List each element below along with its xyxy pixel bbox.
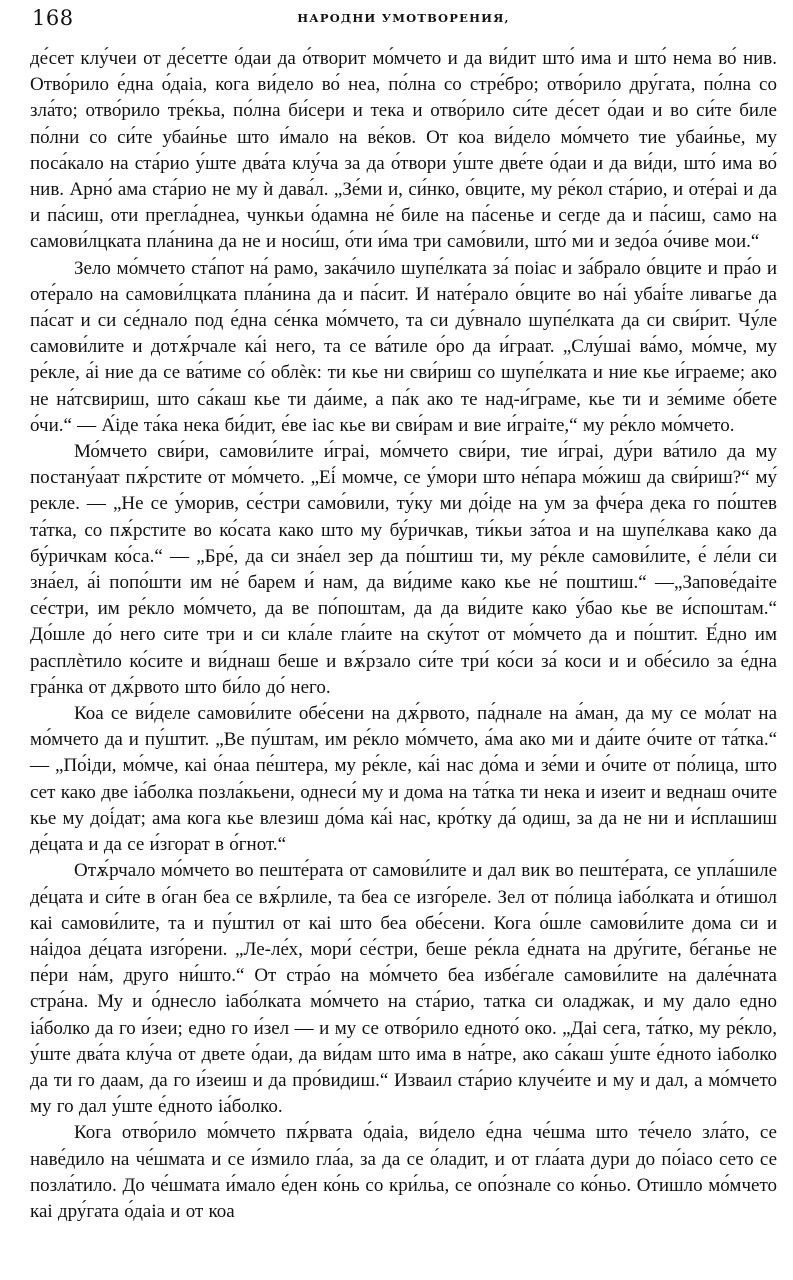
paragraph: Мо́мчето сви́ри, самови́лите и́граі, мо́мчето сви́ри, тие и́граі, ду́ри ва́тило да му постану́аат пѫ́рстите от мо́мчето. „Еі́ момче, се у́мори што не́пара мо́жиш да сви́риш?“ му́ рекле. — „Не се у́морив, се́стри само́вили, ту́ку ми до́іде на ум за фче́ра дека го по́штев та́тка, со пѫ́рстите во ко́сата како што му бу́ричкав, ти́кьи за́тоа и на шупе́лкава како да бу́ричкам ко́са.“ — „Бре́, да си зна́ел зер да по́штиш ти, му ре́кле самови́лите, е́ ле́ли си зна́ел, а́і попо́шти им не́ барем и́ нам, да ви́диме како кье не́ поштиш.“ —„Запове́даіте се́стри, им ре́кло мо́мчето, да ве по́поштам, да да ви́дите како у́бао кье ве и́спoштам.“ До́шле до́ него сите три и си кла́ле гла́ите на ску́тот от мо́мчето да и по́штит. Е́дно им расплѐтило ко́сите и ви́днаш беше и вѫ́рзало си́те три́ ко́си за́ коси и и обе́сило за е́дна гра́нка от дѫ́рвото што би́ло до́ него. [30,441,777,698]
paragraph: Коа се ви́деле самови́лите обе́сени на дѫ́рвото, па́днале на а́ман, да му се мо́лат на мо́мчето да и пу́штит. „Ве пу́штам, им ре́кло мо́мчето, а́ма ако ми и да́ите о́чите от та́тка.“ — „По́іди, мо́мче, каі о́наа пе́штера, му ре́кле, ка́і нас до́ма и зе́ми и о́чите от по́лица, што сет како две іа́болка позла́кьени, однеси́ му и дома на та́тка ти нека и изеит и веднаш очите кье му доі́дат; ама кога кье влезиш до́ма ка́і нас, кро́тку да́ одиш, за да не ни и и́сплашиш де́цата и да се и́згорат в о́гнот.“ [30,703,777,856]
paragraph: Кога отво́рило мо́мчето пѫ́рвата о́даіа, ви́дело е́дна че́шма што те́чело зла́то, се наве́дило на че́шмата и се и́змило гла́а, за да се о́ладит, и от гла́ата дури до по́іасо сето се позла́тило. До че́шмата и́мало е́ден ко́нь со кри́льа, се опо́знале со ко́ньо. Отишло мо́мчето каі дру́гата о́даіа и от коа [30,1122,777,1222]
page-number: 168 [32,6,74,30]
paragraph: де́сет клу́чеи от де́сетте о́даи да о́творит мо́мчето и да ви́дит што́ има и што́ нема во́ нив. Отво́рило е́дна о́даіа, кога ви́дело во́ неа, по́лна со стре́бро; отво́рило дру́гата, по́лна со зла́то; отво́рило тре́кьа, по́лна би́сери и тека и отво́рило си́те де́сет о́даи и во си́те биле по́лни со си́те убаи́нье што и́мало на ве́ков. От коа ви́дело мо́мчето тие убаи́нье, му поса́кало на ста́рио у́ште два́та клу́ча за да о́твори у́ште две́те о́даи и да ви́ди, што́ има во́ нив. Арно́ ама ста́рио не му ѝ дава́л. „Зе́ми и, си́нко, о́вците, му ре́кол ста́рио, и оте́раі и да и па́сиш, оти прегла́днеа, чункьи о́дамна не́ биле на па́сенье и сегде да и па́сиш, само на самови́лцката пла́нина да не и носи́ш, о́ти и́ма три само́вили, што́ ми и зедо́а о́чиве мои.“ [30,48,777,253]
page-header [30,0,777,38]
paragraph: Зело мо́мчето ста́пот на́ рамо, зака́чило шупе́лката за́ поіас и за́брало о́вците и пра́о и оте́рало на самови́лцката пла́нина да и па́сит. И нате́рало о́вците во на́і убаі́те ливагье да па́сат и си се́днало под е́дна се́нка мо́мчето, та си ду́внало шупе́лката да си сви́рит. Чу́ле самови́лите и дотѫ́рчале ка́і него, та се ва́тиле о́ро да и́граат. „Слу́шаі ва́мо, мо́мче, му ре́кле, а́і ние да се ва́тиме со́ облѐк: ти кье ни сви́риш со шупе́лката и ние кье и́граеме; ако не на́тсвириш, што са́каш кье ти да́име, а па́к ако те над-и́грaме, кье ти и зе́миме о́бете о́чи.“ — А́іде та́ка нека би́дит, е́ве іас кье ви сви́рам и вие и́граіте,“ му ре́кло мо́мчето. [30,257,777,436]
paragraph: Отѫ́рчало мо́мчето во пеште́рата от самови́лите и дал вик во пеште́рата, се упла́шиле де́цата и си́те в о́ган беа се вѫ́рлиле, та беа се изго́реле. Зел от по́лица іабо́лката и о́тишол каі самови́лите, та и пу́штил от каі што беа обе́сени. Кога о́шле самови́лите дома си и на́ідоа де́цата изго́рени. „Ле-ле́х, мори́ се́стри, беше ре́кла е́дната на дру́гите, бе́ганье не пе́ри на́м, друго ни́што.“ От стра́о на мо́мчето беа избе́гале самови́лите на дале́чната стра́на. Му и о́днесло іабо́лката мо́мчето на ста́рио, татка си оладжак, и му дало едно іа́болко да го и́зеи; едно го и́зел — и му се отво́рило едното́ око. „Даі сега, та́тко, му ре́кло, у́ште два́та клу́ча от двете о́даи, да ви́дам што има в на́тре, ако са́каш у́ште е́дното іаболко да ти го даам, да го и́зеиш и да про́видиш.“ Изваил ста́рио клуче́ите и му и дал, а мо́мчето му го дал у́ште е́дното іа́болко. [30,860,777,1118]
body-text [30,46,777,1225]
running-head: НАРОДНИ УМОТВОРЕНИЯ, [297,11,510,25]
